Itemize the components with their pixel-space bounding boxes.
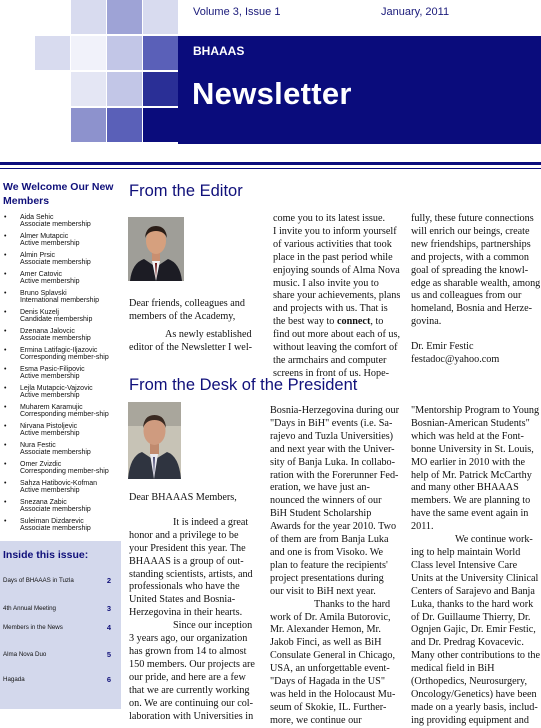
decorative-square [107, 72, 142, 106]
text-line: Thanks to the hard [314, 598, 391, 610]
text-line: that we are currently working [129, 684, 250, 696]
member-item [4, 442, 124, 457]
editor-column-2 [273, 213, 405, 381]
toc-page-number: 4 [106, 623, 111, 632]
text-line: bonne University in St. Louis, [411, 443, 534, 455]
president-column-2 [270, 405, 406, 728]
text-line: festadoc@yahoo.com [411, 354, 500, 366]
text-line: United States and Bosnia- [129, 594, 236, 606]
member-item [4, 385, 124, 400]
text-line: was held in the Holocaust Mu- [270, 688, 396, 700]
text-line: the best way to connect, to [273, 316, 384, 328]
decorative-square [71, 72, 106, 106]
text-line: honor and a privilege to be [129, 529, 239, 541]
text-line: ing to help maintain World [411, 546, 521, 558]
decorative-square [143, 108, 178, 142]
text-line: laboration with Universities in [129, 710, 254, 722]
text-line: USA, an unforgettable event- [270, 663, 390, 675]
text-line [411, 329, 541, 341]
editor-heading: From the Editor [129, 182, 243, 200]
text-line: medical field in BiH [411, 663, 495, 675]
member-role: Associate membership [20, 525, 91, 533]
toc-entry[interactable] [3, 577, 111, 584]
text-line: rajevo and Tuzla Universities) [270, 430, 394, 442]
text-line: Dear BHAAAS Members, [129, 492, 237, 503]
text-line: ing providing equipment and [411, 714, 529, 726]
text-line: nounced the winners of our [270, 495, 382, 507]
member-role: Corresponding member-ship [20, 468, 109, 476]
newsletter-title: Newsletter [192, 76, 352, 111]
member-item [4, 233, 124, 248]
new-members-list [4, 214, 124, 537]
member-role: Associate membership [20, 449, 91, 457]
text-line: Dr. Emir Festic [411, 341, 474, 353]
text-line: and projects, with a common [411, 251, 529, 263]
text-line [129, 505, 261, 517]
decorative-square [107, 36, 142, 70]
text-line: Oncology/Genetics) have been [411, 688, 537, 700]
text-line: Many other contributions to the [411, 650, 541, 662]
member-name: • Sahza Hatibovic-Kofman [20, 480, 98, 487]
text-line: made on a yearly basis, includ- [411, 701, 538, 713]
text-line: on. We are continuing our col- [129, 697, 254, 709]
toc-entry[interactable] [3, 651, 111, 658]
member-name: • Denis Kuzelj [20, 309, 59, 316]
text-line: professionals who have the [129, 581, 240, 593]
header-rule-thin [0, 168, 541, 169]
text-line: which was held at the Font- [411, 430, 524, 442]
text-line: Mr. Alexander Hemon, Mr. [270, 624, 381, 636]
toc-title: Hagada [3, 676, 25, 683]
member-item [4, 366, 124, 381]
text-line: "Days in BiH" events (i.e. Sa- [270, 417, 393, 429]
text-line: Units at the University Clinical [411, 572, 539, 584]
text-line: Since our inception [173, 620, 253, 632]
toc-title: Days of BHAAAS in Tuzla [3, 577, 74, 584]
text-line: edge as sharable wealth, among [411, 277, 541, 289]
text-line: fully, these future connections [411, 213, 534, 224]
text-line: of Dr. Guillaume Thierry, Dr. [411, 611, 531, 623]
member-name: • Amer Catovic [20, 271, 63, 278]
member-item [4, 309, 124, 324]
text-line: music. I also invite you to [273, 277, 379, 289]
text-line: I invite you to inform yourself [273, 225, 397, 237]
president-column-1 [129, 492, 261, 723]
text-line: BiH Student Scholarship [270, 508, 372, 520]
member-item [4, 214, 124, 229]
header-rule [0, 162, 541, 165]
member-role: Corresponding member-ship [20, 354, 109, 362]
text-line: Luka, thanks to the hard work [411, 598, 534, 610]
toc-title: 4th Annual Meeting [3, 605, 56, 612]
member-name: • Almin Prsic [20, 252, 56, 259]
text-line: Bosnia-Herzegovina during our [270, 405, 400, 416]
member-name: • Esma Pasic-Filipovic [20, 366, 85, 373]
editor-para-line: Dear friends, colleagues and [129, 298, 245, 309]
member-name: • Bruno Splavski [20, 290, 67, 297]
text-line: Awards for the year 2010. Two [270, 521, 397, 533]
member-name: • Aida Sehic [20, 214, 54, 221]
editor-para-line: members of the Academy, [129, 310, 236, 322]
toc-entry[interactable] [3, 605, 111, 612]
text-line: members. We are planning to [411, 495, 531, 507]
text-line: have the same event again in [411, 508, 529, 520]
member-name: • Snezana Zabic [20, 499, 67, 506]
member-role: Associate membership [20, 506, 91, 514]
text-line: screens in front of us. Hope- [273, 367, 389, 379]
text-line: without leaving the comfort of [273, 342, 398, 354]
text-line: Herzegovina in their hearts. [129, 607, 243, 619]
text-line: and next year with the Univer- [270, 443, 395, 455]
text-line: place in the past period while [273, 251, 393, 263]
text-line: Bosnian-American Students" [411, 417, 530, 429]
toc-entry[interactable] [3, 676, 111, 683]
text-line: has grown from 14 to almost [129, 645, 247, 657]
member-name: • Ermina Latifagic-Iljazovic [20, 347, 98, 354]
new-members-heading: We Welcome Our New Members [3, 181, 114, 207]
text-line: of them are from Banja Luka [270, 534, 389, 546]
text-line: sity of Banja Luka. In collabo- [270, 456, 396, 468]
member-role: Active membership [20, 430, 80, 438]
issue-date: January, 2011 [381, 6, 450, 18]
text-line: "Mentorship Program to Young [411, 405, 540, 416]
text-line: Centers of Sarajevo and Banja [411, 585, 535, 597]
text-line: Ognjen Gajic, Dr. Emir Festic, [411, 624, 536, 636]
decorative-square [107, 108, 142, 142]
member-item [4, 347, 124, 362]
member-item [4, 290, 124, 305]
member-role: Active membership [20, 373, 80, 381]
text-line: 150 members. Our projects are [129, 658, 255, 670]
member-role: Associate membership [20, 335, 91, 343]
member-role: Active membership [20, 392, 80, 400]
president-photo [128, 402, 181, 479]
emphasis: connect [336, 316, 371, 328]
decorative-square [35, 36, 70, 70]
decorative-square [107, 0, 142, 34]
text-line: "Days of Hagada in the US" [270, 676, 385, 688]
toc-title: Alma Nova Duo [3, 651, 47, 658]
text-line: homeland, Bosnia and Herze- [411, 303, 533, 315]
editor-para-line: editor of the Newsletter I wel- [129, 341, 253, 353]
text-line: It is indeed a great [173, 516, 249, 528]
toc-page-number: 3 [106, 604, 111, 613]
text-line: enjoying sounds of Alma Nova [273, 264, 400, 276]
member-role: Candidate membership [20, 316, 93, 324]
text-line: govina. [411, 316, 442, 328]
toc-page-number: 5 [106, 650, 111, 659]
member-item [4, 423, 124, 438]
text-line: (Orthopedics, Neurosurgery, [411, 676, 527, 688]
organization-name: BHAAAS [193, 44, 245, 58]
text-line: Consulate General in Chicago, [270, 650, 396, 662]
text-line: 3 years ago, our organization [129, 633, 248, 645]
decorative-square [71, 0, 106, 34]
text-line: goal of spreading the knowl- [411, 264, 529, 276]
member-item [4, 480, 124, 495]
member-name: • Nirvana Pistoljevic [20, 423, 78, 430]
member-role: Active membership [20, 278, 80, 286]
text-line: us and colleagues from our [411, 290, 522, 302]
text-line: and many other BHAAAS [411, 482, 519, 494]
member-role: Active membership [20, 240, 80, 248]
member-role: Active membership [20, 487, 80, 495]
editor-para-line: As newly established [165, 328, 252, 340]
text-line: ration with the Forerunner Fed- [270, 469, 399, 481]
member-name: • Dzenana Jalovcic [20, 328, 75, 335]
inside-issue-heading: Inside this issue: [3, 549, 89, 561]
text-line: Class level Intensive Care [411, 559, 518, 571]
text-line: of various activities that took [273, 238, 392, 250]
text-line: seum of Skokie, IL. Further- [270, 701, 387, 713]
text-line: the armchairs and computer [273, 354, 387, 366]
decorative-square [143, 0, 178, 34]
text-line: project presentations during [270, 572, 384, 584]
text-line: work of Dr. Amila Butorovic, [270, 611, 391, 623]
text-line: We continue work- [455, 534, 533, 546]
text-line: come you to its latest issue. [273, 213, 386, 224]
member-name: • Omer Zvizdic [20, 461, 62, 468]
toc-title: Members in the News [3, 624, 63, 631]
toc-page-number: 2 [106, 576, 111, 585]
toc-page-number: 6 [106, 675, 111, 684]
member-role: International membership [20, 297, 99, 305]
member-item [4, 499, 124, 514]
member-item [4, 252, 124, 267]
member-role: Corresponding member-ship [20, 411, 109, 419]
member-name: • Suleiman Dizdarevic [20, 518, 84, 525]
text-line: 2011. [411, 521, 434, 533]
editor-column-1 [129, 298, 261, 355]
member-name: • Lejla Mutapcic-Vajzovic [20, 385, 93, 392]
text-line: standing scientists, artists, and [129, 568, 253, 580]
text-line: MO earlier in 2010 with the [411, 456, 526, 468]
text-line: eration, we have just an- [270, 482, 370, 494]
decorative-square [143, 36, 178, 70]
text-line: help of Mr. Patrick McCarthy [411, 469, 532, 481]
text-line: plan to feature the recipients' [270, 559, 388, 571]
decorative-square [71, 36, 106, 70]
text-line: our pride, and here are a few [129, 671, 246, 683]
volume-issue: Volume 3, Issue 1 [193, 6, 281, 18]
member-item [4, 461, 124, 476]
member-item [4, 404, 124, 419]
member-role: Associate membership [20, 259, 91, 267]
text-line: find out more about each of us, [273, 329, 401, 341]
text-line: and projects with us. That is [273, 303, 388, 315]
text-line: your President this year. The [129, 542, 246, 554]
member-item [4, 271, 124, 286]
member-name: • Nura Festic [20, 442, 56, 449]
text-line: will enrich our beings, create [411, 225, 530, 237]
editor-column-3 [411, 213, 541, 367]
member-name: • Muharem Karamujic [20, 404, 83, 411]
text-line: and one is from Visoko. We [270, 546, 384, 558]
member-name: • Almer Mutapcic [20, 233, 69, 240]
decorative-square [71, 108, 106, 142]
member-item [4, 328, 124, 343]
text-line: our visit to BiH next year. [270, 585, 376, 597]
president-heading: From the Desk of the President [129, 376, 358, 394]
member-item [4, 518, 124, 533]
text-line: and Dr. Predrag Kovacevic. [411, 637, 524, 649]
editor-photo [128, 217, 184, 281]
president-column-3 [411, 405, 541, 728]
text-line: share your achievements, plans [273, 290, 401, 302]
member-role: Associate membership [20, 221, 91, 229]
text-line: Jakob Finci, as well as BiH [270, 637, 382, 649]
text-line: new friendships, partnerships [411, 238, 531, 250]
toc-entry[interactable] [3, 624, 111, 631]
decorative-square [143, 72, 178, 106]
text-line: more, we continue our [270, 714, 362, 726]
text-line: BHAAAS is a group of out- [129, 555, 244, 567]
